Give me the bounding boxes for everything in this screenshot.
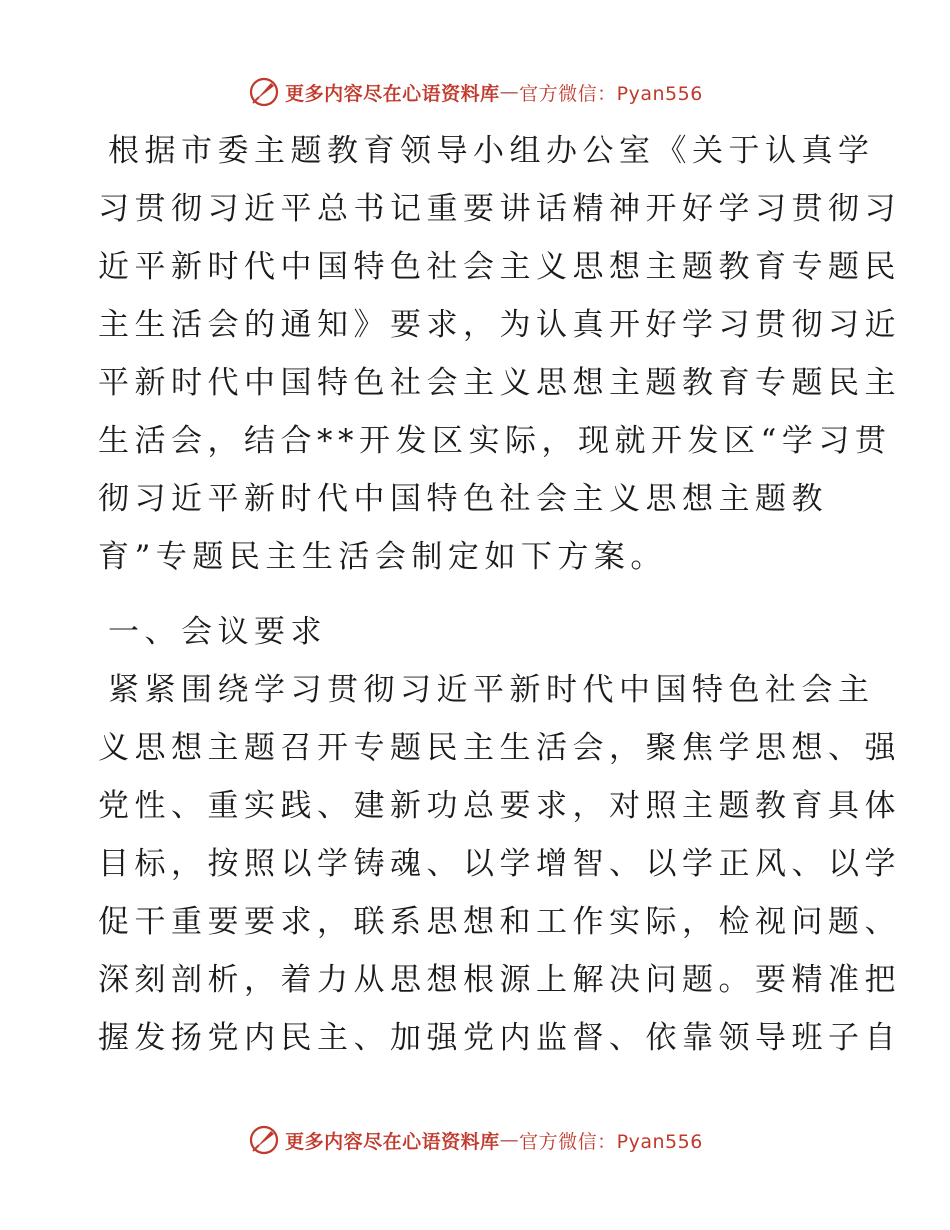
paragraph-meeting-requirements: [98, 661, 901, 1067]
text-line: 育”专题民主生活会制定如下方案。: [98, 539, 667, 575]
text-line: 党性、重实践、建新功总要求，对照主题教育具体: [98, 788, 901, 824]
watermark-contact-text: 官方微信：Pyan556: [519, 1130, 703, 1153]
quill-circle-icon: [247, 75, 281, 109]
paragraph-intro: [98, 122, 901, 586]
text-line: 目标，按照以学铸魂、以学增智、以学正风、以学: [98, 846, 901, 882]
watermark-separator: —: [499, 1129, 520, 1151]
watermark-contact-text: 官方微信：Pyan556: [519, 82, 703, 105]
text-line: 义思想主题召开专题民主生活会，聚焦学思想、强: [98, 730, 901, 766]
text-line: 深刻剖析，着力从思想根源上解决问题。要精准把: [98, 962, 901, 998]
text-line: 促干重要要求，联系思想和工作实际，检视问题、: [98, 904, 901, 940]
watermark-main-text: 更多内容尽在心语资料库: [285, 82, 500, 105]
text-line: 紧紧围绕学习贯彻习近平新时代中国特色社会主: [108, 672, 875, 708]
text-line: 握发扬党内民主、加强党内监督、依靠领导班子自: [98, 1020, 901, 1056]
text-line: 平新时代中国特色社会主义思想主题教育专题民主: [98, 365, 901, 401]
quill-circle-icon: [247, 1123, 281, 1157]
text-line: 根据市委主题教育领导小组办公室《关于认真学: [108, 133, 875, 169]
text-line: 习贯彻习近平总书记重要讲话精神开好学习贯彻习: [98, 191, 901, 227]
text-line: 近平新时代中国特色社会主义思想主题教育专题民: [98, 249, 901, 285]
watermark-separator: —: [499, 81, 520, 103]
document-body: [98, 122, 901, 1067]
section-heading: 一、会议要求: [108, 614, 327, 650]
text-line: 生活会，结合**开发区实际，现就开发区“学习贯: [98, 423, 892, 459]
watermark-main-text: 更多内容尽在心语资料库: [285, 1130, 500, 1153]
text-line: 主生活会的通知》要求，为认真开好学习贯彻习近: [98, 307, 901, 343]
footer-watermark: [0, 1120, 950, 1160]
header-watermark: [0, 72, 950, 112]
text-line: 彻习近平新时代中国特色社会主义思想主题教: [98, 481, 828, 517]
